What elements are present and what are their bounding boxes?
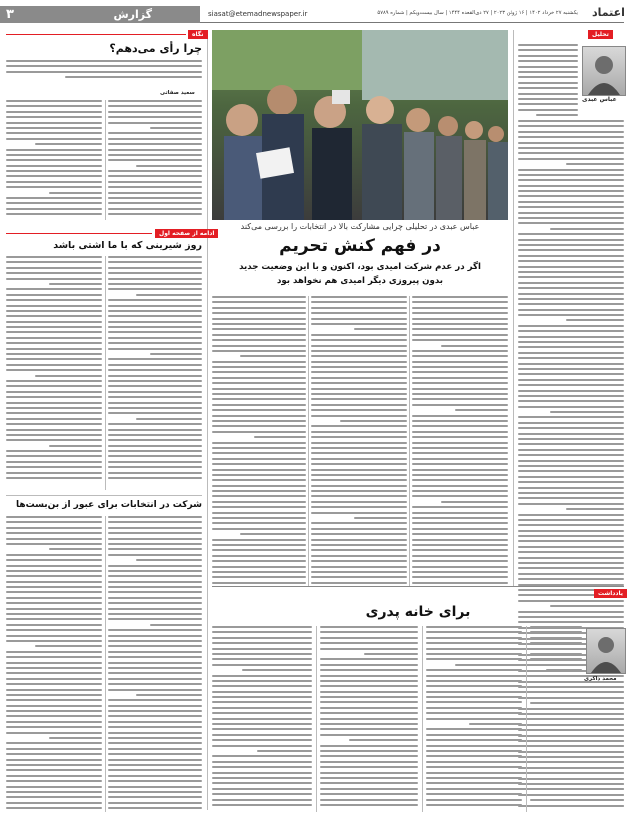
author-portrait [582, 46, 626, 96]
left-bottom-body-col-1 [108, 516, 202, 812]
left-top-rule [6, 34, 186, 35]
left-middle-body-col-1 [108, 256, 202, 490]
column-divider [308, 296, 309, 586]
right-column-author: عباس عبدی [582, 96, 617, 103]
main-story-body-col-3 [212, 296, 306, 586]
column-divider [513, 30, 514, 586]
main-story-headline: در فهم کنش تحریم [279, 236, 441, 256]
left-top-author: سعید صفاتی [160, 90, 195, 96]
person-silhouette-icon [587, 629, 625, 673]
column-divider [207, 30, 208, 810]
right-column-tag: تحلیل [588, 30, 613, 39]
masthead-email: siasat@etemadnewspaper.ir [208, 10, 308, 18]
main-story-subhead-2: بدون پیروزی دیگر امیدی هم نخواهد بود [276, 276, 444, 286]
masthead-logo: اعتماد [592, 6, 625, 19]
bottom-story-body-col-2 [426, 626, 522, 812]
masthead-left [0, 6, 200, 23]
left-bottom-headline: شرکت در انتخابات برای عبور از بن‌بست‌ها [15, 500, 202, 510]
left-top-intro [6, 60, 202, 86]
bottom-story-author: محمد ذاکری [584, 676, 617, 682]
right-column-body-top [518, 44, 578, 116]
bottom-story-body-col-1 [530, 626, 582, 678]
main-story-subhead-1: اگر در عدم شرکت امیدی بود، اکنون و با این وضعیت جدید [239, 262, 481, 272]
section-title: گزارش [113, 8, 152, 21]
bottom-story-body-col-4 [212, 626, 312, 812]
column-divider [105, 256, 106, 490]
masthead-rule [200, 22, 624, 23]
bottom-author-portrait [586, 628, 626, 674]
bottom-story-body-col-3 [320, 626, 418, 812]
left-top-body-col-2 [6, 100, 102, 220]
masthead-dateline: یکشنبه ۲۷ خرداد ۱۴۰۲ | ۱۶ ژوئن ۲۰۲۳ | ۲۷ ذی‌القعده ۱۴۴۴ | سال بیست‌ویکم | شماره ۵۷۸۹ [377, 10, 578, 16]
column-divider [105, 100, 106, 220]
left-bottom-rule [6, 495, 202, 496]
bottom-story-headline: برای خانه پدری [365, 604, 471, 620]
main-story-body-col-2 [311, 296, 407, 586]
bottom-story-rule [212, 586, 624, 587]
column-divider [526, 626, 527, 812]
column-divider [316, 626, 317, 812]
person-silhouette-icon [583, 47, 625, 95]
voters-crowd-image [212, 30, 508, 220]
main-story-body-col-1 [412, 296, 508, 586]
bottom-story-body-col-1b [530, 686, 624, 812]
left-bottom-body-col-2 [6, 516, 102, 812]
bottom-story-tag: یادداشت [594, 589, 627, 598]
main-story-kicker: عباس عبدی در تحلیلی چرایی مشارکت بالا در انتخابات را بررسی می‌کند [240, 222, 480, 231]
main-photo [212, 30, 508, 220]
column-divider [409, 296, 410, 586]
column-divider [422, 626, 423, 812]
page-number: ۳ [6, 7, 14, 22]
left-middle-body-col-2 [6, 256, 102, 490]
left-middle-tag: ادامه از صفحه اول [155, 229, 218, 238]
column-divider [105, 516, 106, 812]
left-top-body-col-1 [108, 100, 202, 220]
left-middle-rule [6, 233, 152, 234]
left-middle-headline: روز شیرینی که با ما اشتی باشد [53, 240, 202, 251]
left-top-headline: چرا رأی می‌دهم؟ [109, 42, 202, 55]
left-top-tag: نگاه [188, 30, 208, 39]
